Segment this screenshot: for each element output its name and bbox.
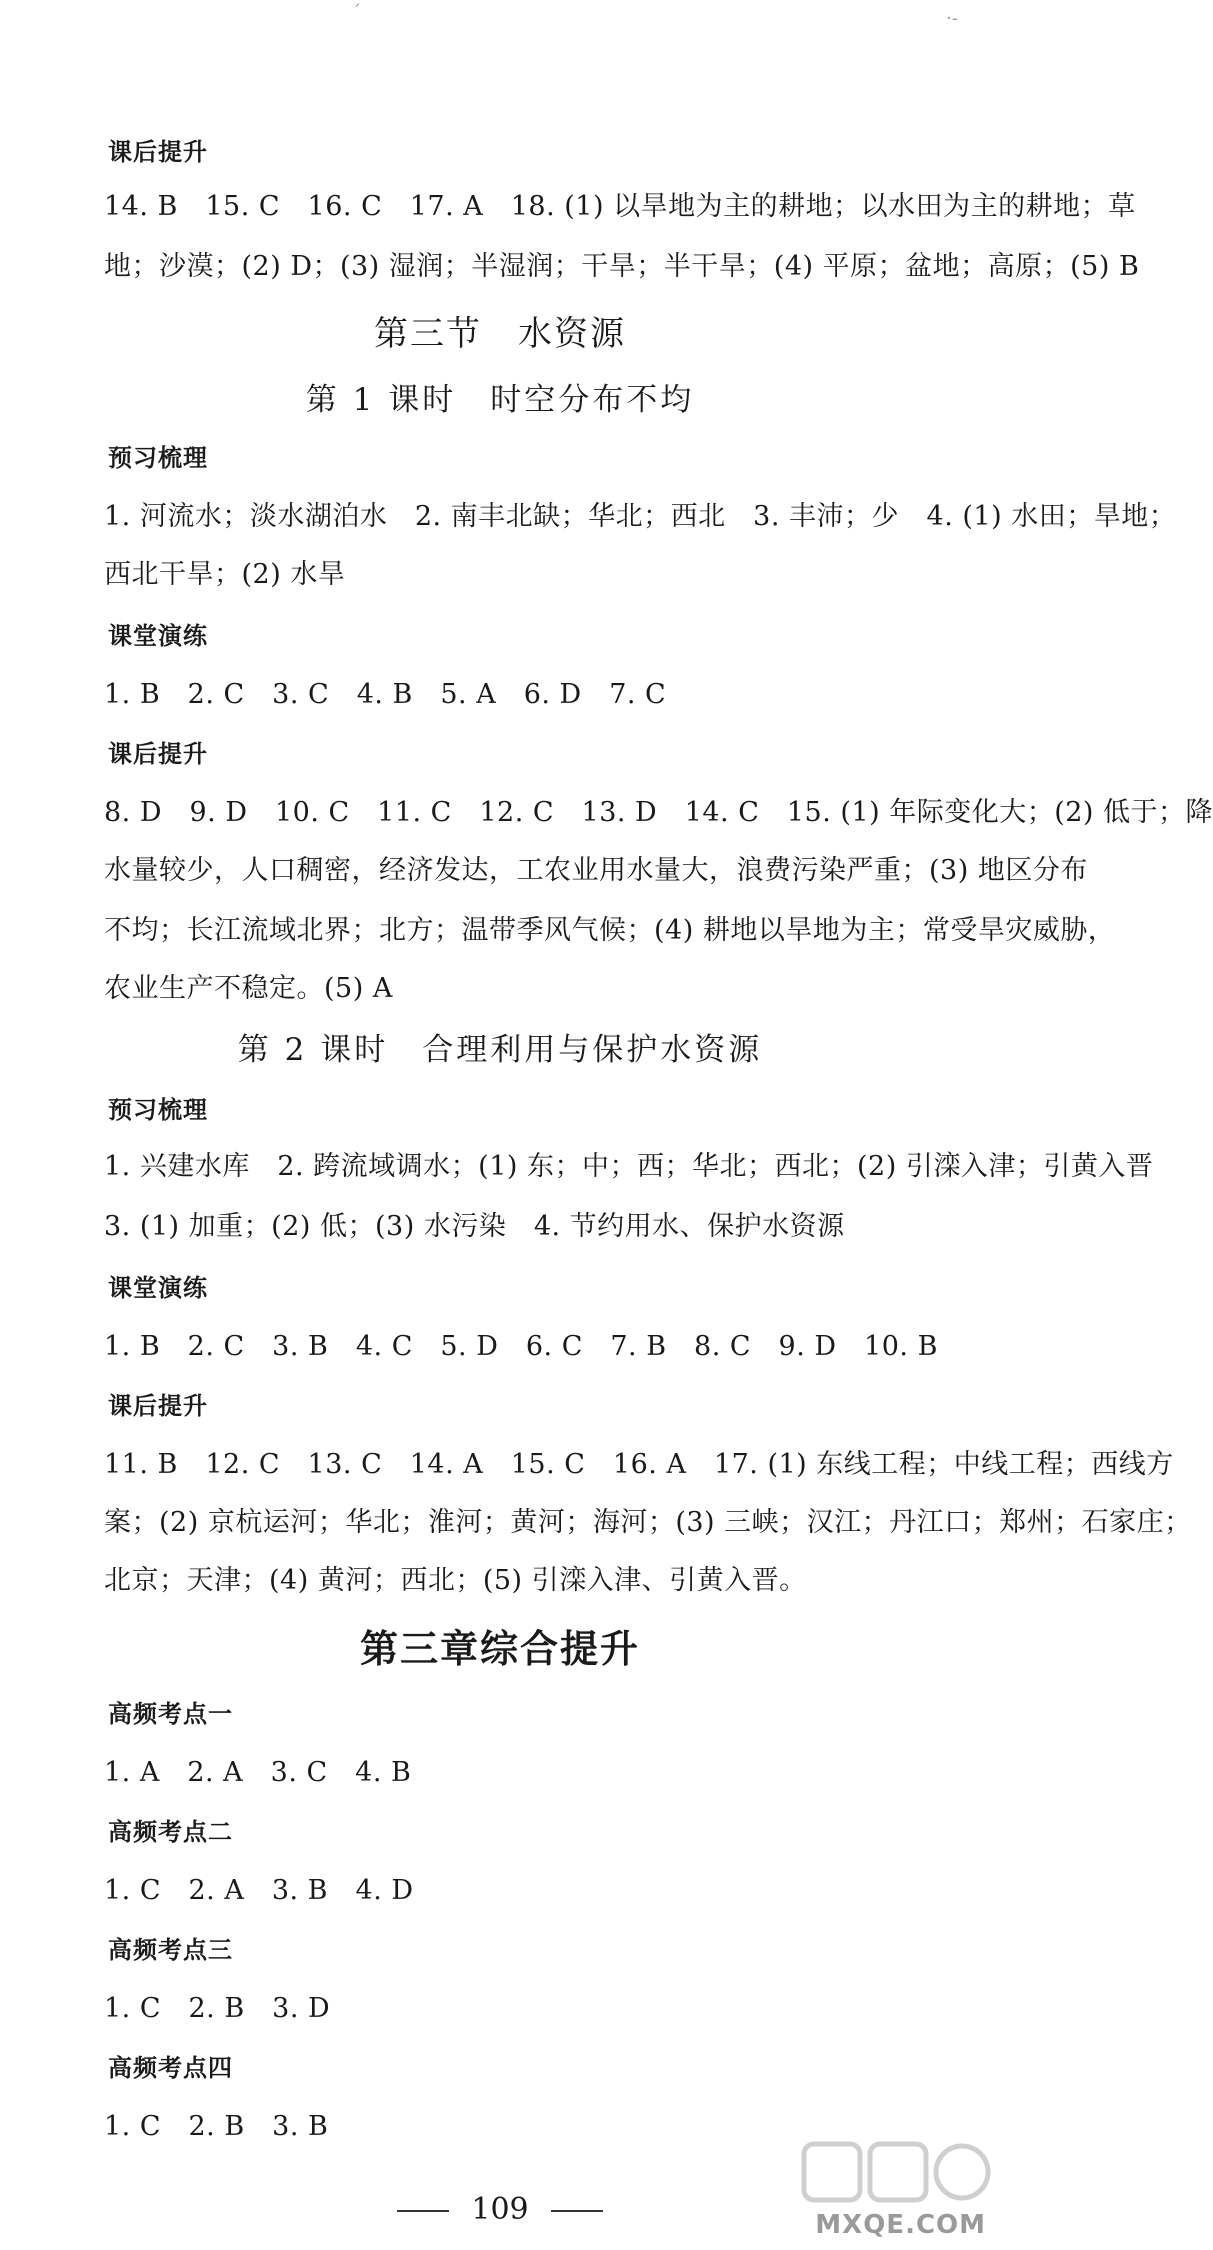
answer-line: 1. A 2. A 3. C 4. B [104, 1757, 412, 1788]
subsection-heading: 课后提升 [108, 138, 208, 166]
subsection-heading: 课堂演练 [108, 1274, 208, 1302]
scan-mark: ·- [946, 8, 958, 29]
subsection-heading: 预习梳理 [108, 444, 208, 472]
subsection-heading: 课堂演练 [108, 622, 208, 650]
scan-mark: ˊ [352, 2, 361, 23]
subsection-heading: 高频考点四 [108, 2054, 233, 2082]
chapter-title: 第三章综合提升 [359, 1627, 640, 1671]
answer-line: 农业生产不稳定。(5) A [104, 973, 393, 1004]
answer-line: 北京；天津；(4) 黄河；西北；(5) 引滦入津、引黄入晋。 [104, 1565, 807, 1596]
footer-dash [397, 2210, 449, 2212]
answer-line: 水量较少，人口稠密，经济发达，工农业用水量大，浪费污染严重；(3) 地区分布 [104, 855, 1088, 886]
answer-line: 1. B 2. C 3. B 4. C 5. D 6. C 7. B 8. C 9. D 10. B [104, 1331, 938, 1362]
answer-line: 1. C 2. B 3. D [104, 1993, 331, 2024]
answer-line: 3. (1) 加重；(2) 低；(3) 水污染 4. 节约用水、保护水资源 [104, 1211, 845, 1242]
answer-line: 1. 河流水；淡水湖泊水 2. 南丰北缺；华北；西北 3. 丰沛；少 4. (1) 水田；旱地； [104, 501, 1177, 532]
answer-line: 1. 兴建水库 2. 跨流域调水；(1) 东；中；西；华北；西北；(2) 引滦入津；引黄入晋 [104, 1151, 1154, 1182]
answer-line: 1. C 2. B 3. B [104, 2111, 329, 2142]
subsection-heading: 高频考点一 [108, 1700, 233, 1728]
answer-line: 1. C 2. A 3. B 4. D [104, 1875, 414, 1906]
subsection-heading: 课后提升 [108, 740, 208, 768]
answer-line: 8. D 9. D 10. C 11. C 12. C 13. D 14. C 15. (1) 年际变化大；(2) 低于；降 [104, 797, 1213, 828]
answer-line: 案；(2) 京杭运河；华北；淮河；黄河；海河；(3) 三峡；汉江；丹江口；郑州；石家庄； [104, 1507, 1192, 1538]
subsection-heading: 高频考点二 [108, 1818, 233, 1846]
section-title: 第三节 水资源 [374, 314, 626, 354]
subsection-heading: 预习梳理 [108, 1096, 208, 1124]
subsection-heading: 高频考点三 [108, 1936, 233, 1964]
answer-line: 14. B 15. C 16. C 17. A 18. (1) 以旱地为主的耕地；以水田为主的耕地；草 [104, 191, 1136, 222]
subsection-heading: 课后提升 [108, 1392, 208, 1420]
watermark-text: MXQE.COM [815, 2210, 986, 2240]
lesson-title: 第 1 课时 时空分布不均 [305, 382, 695, 418]
page-number-text: 109 [471, 2192, 529, 2227]
answer-line: 不均；长江流域北界；北方；温带季风气候；(4) 耕地以旱地为主；常受旱灾威胁， [104, 915, 1116, 946]
answer-line: 11. B 12. C 13. C 14. A 15. C 16. A 17. (1) 东线工程；中线工程；西线方 [104, 1449, 1174, 1480]
answer-line: 西北干旱；(2) 水旱 [104, 559, 346, 590]
lesson-title: 第 2 课时 合理利用与保护水资源 [237, 1032, 763, 1068]
answer-line: 地；沙漠；(2) D；(3) 湿润；半湿润；干旱；半干旱；(4) 平原；盆地；高原；(5) B [104, 251, 1140, 282]
answer-line: 1. B 2. C 3. C 4. B 5. A 6. D 7. C [104, 679, 667, 710]
footer-dash [551, 2210, 603, 2212]
